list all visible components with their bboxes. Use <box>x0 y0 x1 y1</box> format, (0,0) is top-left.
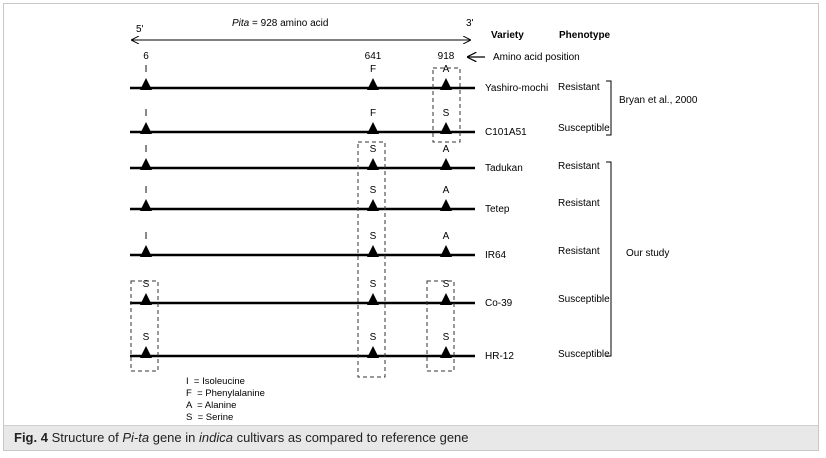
legend-alanine: A = Alanine <box>186 400 237 411</box>
residue-label: I <box>144 108 148 119</box>
residue-label: A <box>442 144 450 155</box>
position-marker <box>367 122 379 134</box>
residue-label: S <box>369 231 377 242</box>
position-marker <box>367 293 379 305</box>
position-marker <box>140 122 152 134</box>
position-marker <box>367 78 379 90</box>
legend-phenylalanine: F = Phenylalanine <box>186 388 265 399</box>
gene-rows <box>130 64 610 362</box>
three-prime-label: 3' <box>466 18 474 29</box>
legend-isoleucine: I = Isoleucine <box>186 376 245 387</box>
variety-label: Co-39 <box>485 298 513 309</box>
residue-label: S <box>369 144 377 155</box>
position-marker <box>140 158 152 170</box>
group-label-bryan: Bryan et al., 2000 <box>619 95 698 106</box>
bracket-our-study <box>606 162 611 356</box>
caption-text-1: Structure of <box>47 430 123 445</box>
gene-length-text: = 928 amino acid <box>249 18 329 29</box>
position-marker <box>367 199 379 211</box>
residue-label: I <box>144 64 148 75</box>
caption-bar <box>4 425 818 450</box>
residue-label: A <box>442 64 450 75</box>
position-marker <box>367 158 379 170</box>
five-prime-label: 5' <box>136 24 144 35</box>
residue-label: S <box>369 185 377 196</box>
variety-label: Yashiro-mochi <box>485 83 549 94</box>
position-marker <box>140 199 152 211</box>
residue-label: A <box>442 231 450 242</box>
gene-length-label <box>232 18 328 29</box>
residue-label: A <box>442 185 450 196</box>
caption-text-2: gene in <box>149 430 199 445</box>
aa-position-label: Amino acid position <box>493 52 580 63</box>
position-marker <box>440 245 452 257</box>
residue-label: I <box>144 144 148 155</box>
residue-label: I <box>144 231 148 242</box>
gene-row <box>130 279 610 309</box>
phenotype-heading: Phenotype <box>559 30 611 41</box>
position-label-641: 641 <box>364 51 382 62</box>
gene-row <box>130 185 600 215</box>
legend-serine: S = Serine <box>186 412 234 423</box>
gene-name: Pita <box>232 18 250 29</box>
phenotype-label: Resistant <box>558 82 600 93</box>
variety-label: IR64 <box>485 250 507 261</box>
position-marker <box>367 346 379 358</box>
position-marker <box>440 122 452 134</box>
position-marker <box>140 293 152 305</box>
group-label-our-study: Our study <box>626 248 670 259</box>
phenotype-label: Resistant <box>558 198 600 209</box>
gene-row <box>130 64 600 94</box>
position-marker <box>140 245 152 257</box>
phenotype-label: Susceptible <box>558 294 610 305</box>
caption-text-3: cultivars as compared to reference gene <box>232 430 469 445</box>
gene-row <box>130 231 600 261</box>
caption-label: Fig. 4 <box>14 430 48 445</box>
residue-label: I <box>144 185 148 196</box>
position-marker <box>140 78 152 90</box>
position-marker <box>440 78 452 90</box>
residue-label: S <box>442 332 450 343</box>
gene-row <box>130 144 600 174</box>
variety-label: C101A51 <box>485 127 527 138</box>
phenotype-label: Susceptible <box>558 123 610 134</box>
residue-label: S <box>442 279 450 290</box>
position-marker <box>367 245 379 257</box>
variety-heading: Variety <box>491 30 524 41</box>
phenotype-label: Resistant <box>558 246 600 257</box>
gene-row <box>130 108 610 138</box>
figure-caption <box>14 430 469 445</box>
residue-label: S <box>142 279 150 290</box>
caption-gene: Pi-ta <box>122 430 150 445</box>
position-marker <box>440 199 452 211</box>
variety-label: Tadukan <box>485 163 523 174</box>
position-marker <box>140 346 152 358</box>
phenotype-label: Susceptible <box>558 349 610 360</box>
residue-label: F <box>369 108 377 119</box>
caption-species: indica <box>198 430 233 445</box>
position-marker <box>440 158 452 170</box>
residue-label: S <box>442 108 450 119</box>
phenotype-label: Resistant <box>558 161 600 172</box>
gene-row <box>130 332 610 362</box>
position-label-918: 918 <box>437 51 455 62</box>
position-marker <box>440 293 452 305</box>
position-marker <box>440 346 452 358</box>
variety-label: HR-12 <box>485 351 514 362</box>
position-label-6: 6 <box>143 51 149 62</box>
residue-label: S <box>142 332 150 343</box>
variety-label: Tetep <box>485 204 510 215</box>
residue-label: F <box>369 64 377 75</box>
residue-label: S <box>369 332 377 343</box>
residue-label: S <box>369 279 377 290</box>
